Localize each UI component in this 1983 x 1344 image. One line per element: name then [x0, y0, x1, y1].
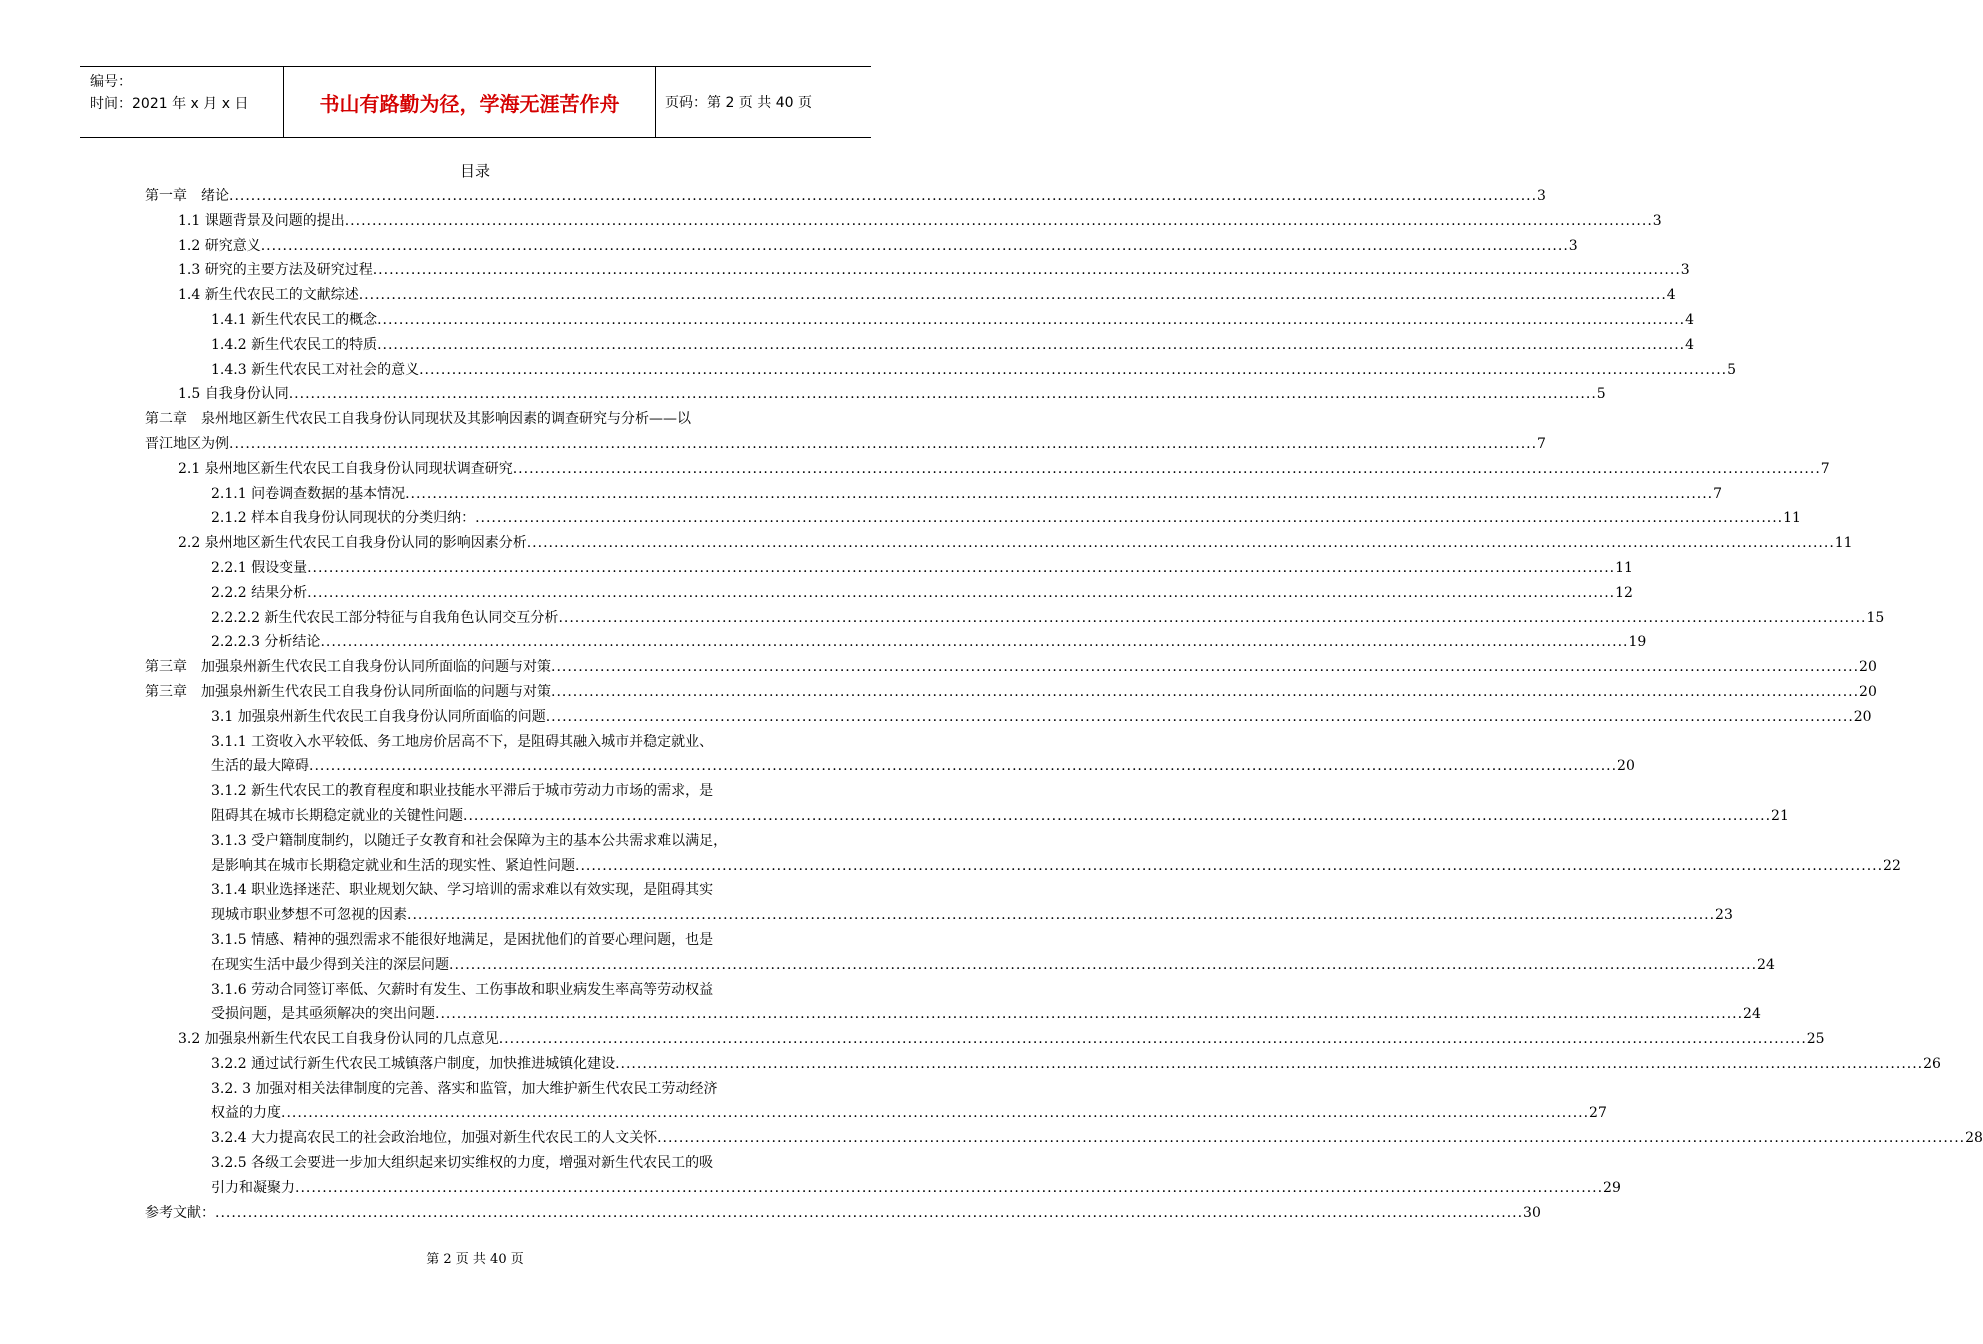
toc-entry-title: 3.2.2 通过试行新生代农民工城镇落户制度，加快推进城镇化建设: [211, 1055, 616, 1072]
toc-dot-leader: [435, 1002, 1743, 1027]
table-of-contents: [145, 184, 1983, 1225]
toc-entry-page-number: 25: [1806, 1031, 1825, 1048]
toc-entry[interactable]: [145, 655, 1877, 680]
toc-entry-title: 受损问题，是其亟须解决的突出问题: [211, 1006, 435, 1023]
toc-entry-page-number: 11: [1834, 535, 1853, 552]
document-number-label: 编号：: [90, 74, 132, 90]
toc-dot-leader: [449, 953, 1757, 978]
toc-entry-page-number: 7: [1537, 435, 1546, 452]
toc-entry-title: 1.1 课题背景及问题的提出: [178, 212, 345, 229]
toc-dot-leader: [229, 184, 1537, 209]
toc-entry-first-line: 3.1.2 新生代农民工的教育程度和职业技能水平滞后于城市劳动力市场的需求，是: [211, 783, 714, 800]
toc-entry-page-number: 20: [1859, 683, 1877, 700]
toc-entry-title: 第三章 加强泉州新生代农民工自我身份认同所面临的问题与对策: [145, 683, 551, 700]
toc-entry-title: 生活的最大障碍: [211, 758, 309, 775]
toc-entry-page-number: 7: [1820, 460, 1830, 477]
toc-entry[interactable]: [145, 1176, 1621, 1201]
toc-entry-page-number: 20: [1853, 708, 1872, 725]
toc-dot-leader: [463, 804, 1771, 829]
toc-entry-first-line: 3.1.1 工资收入水平较低、务工地房价居高不下，是阻碍其融入城市并稳定就业、: [211, 733, 714, 750]
toc-dot-leader: [499, 1027, 1807, 1052]
toc-entry-title: 第三章 加强泉州新生代农民工自我身份认同所面临的问题与对策: [145, 659, 551, 676]
toc-entry[interactable]: [145, 1101, 1607, 1126]
toc-entry-page-number: 24: [1743, 1006, 1761, 1023]
toc-dot-leader: [377, 308, 1685, 333]
toc-entry[interactable]: [145, 382, 1606, 407]
toc-entry-page-number: 4: [1666, 287, 1676, 304]
toc-dot-leader: [307, 556, 1615, 581]
toc-entry[interactable]: [145, 630, 1647, 655]
toc-entry[interactable]: [145, 754, 1635, 779]
toc-entry-page-number: 3: [1537, 188, 1546, 204]
toc-entry-page-number: 21: [1771, 807, 1789, 824]
header-meta: [80, 67, 283, 137]
toc-entry[interactable]: [145, 953, 1775, 978]
toc-entry[interactable]: [145, 506, 1801, 531]
toc-dot-leader: [558, 606, 1866, 631]
toc-entry-page-number: 20: [1859, 659, 1877, 676]
toc-entry[interactable]: [145, 333, 1695, 358]
toc-dot-leader: [359, 283, 1667, 308]
toc-entry-title: 2.1.2 样本自我身份认同现状的分类归纳：: [211, 510, 476, 527]
toc-dot-leader: [551, 680, 1859, 705]
toc-entry-title: 现城市职业梦想不可忽视的因素: [211, 907, 407, 924]
toc-entry-title: 3.2.4 大力提高农民工的社会政治地位，加强对新生代农民工的人文关怀: [211, 1130, 658, 1147]
toc-entry-title: 1.4.2 新生代农民工的特质: [211, 336, 378, 353]
toc-entry-page-number: 23: [1715, 907, 1733, 924]
toc-dot-leader: [345, 209, 1653, 234]
toc-entry-page-number: 11: [1783, 510, 1801, 527]
toc-entry[interactable]: [145, 1201, 1541, 1226]
toc-entry-title: 阻碍其在城市长期稳定就业的关键性问题: [211, 807, 463, 824]
toc-entry-title: 2.2.2.2 新生代农民工部分特征与自我角色认同交互分析: [211, 609, 559, 626]
toc-entry-first-line: 3.1.6 劳动合同签订率低、欠薪时有发生、工伤事故和职业病发生率高等劳动权益: [211, 981, 714, 998]
toc-dot-leader: [546, 705, 1854, 730]
toc-dot-leader: [527, 531, 1835, 556]
header-motto-cell: [283, 67, 656, 137]
toc-dot-leader: [551, 655, 1859, 680]
toc-entry-title: 1.3 研究的主要方法及研究过程: [178, 262, 373, 279]
toc-entry-page-number: 7: [1713, 485, 1723, 502]
toc-entry-title: 3.2 加强泉州新生代农民工自我身份认同的几点意见: [178, 1031, 499, 1048]
toc-dot-leader: [405, 482, 1713, 507]
toc-entry[interactable]: [145, 283, 1676, 308]
toc-entry-page-number: 3: [1568, 237, 1578, 254]
toc-dot-leader: [513, 457, 1821, 482]
toc-entry-title: 在现实生活中最少得到关注的深层问题: [211, 956, 449, 973]
toc-entry-title: 2.1.1 问卷调查数据的基本情况: [211, 485, 406, 502]
toc-entry[interactable]: [145, 184, 1546, 209]
toc-entry[interactable]: [145, 531, 1853, 556]
toc-dot-leader: [419, 358, 1727, 383]
toc-entry-page-number: 3: [1680, 262, 1690, 279]
toc-dot-leader: [407, 903, 1715, 928]
toc-entry-title: 第一章 绪论: [145, 188, 229, 204]
page-footer: 第 2 页 共 40 页: [426, 1252, 524, 1267]
toc-dot-leader: [295, 1176, 1603, 1201]
toc-entry-page-number: 27: [1589, 1105, 1607, 1122]
toc-entry-page-number: 24: [1757, 956, 1775, 973]
toc-entry-page-number: 28: [1965, 1130, 1983, 1147]
toc-dot-leader: [289, 382, 1597, 407]
toc-dot-leader: [307, 581, 1615, 606]
toc-entry-first-line: 3.2. 3 加强对相关法律制度的完善、落实和监管，加大维护新生代农民工劳动经济: [211, 1080, 718, 1097]
toc-entry-page-number: 12: [1615, 584, 1633, 601]
toc-entry-title: 2.2.2.3 分析结论: [211, 634, 321, 651]
toc-entry-title: 晋江地区为例: [145, 435, 229, 452]
toc-dot-leader: [575, 854, 1883, 879]
toc-entry-page-number: 19: [1628, 634, 1647, 651]
toc-entry-page-number: 29: [1603, 1179, 1621, 1196]
toc-entry-page-number: 20: [1617, 758, 1635, 775]
toc-entry-title: 2.2 泉州地区新生代农民工自我身份认同的影响因素分析: [178, 535, 527, 552]
toc-entry-page-number: 5: [1596, 386, 1606, 403]
toc-entry[interactable]: [145, 482, 1723, 507]
toc-entry[interactable]: [145, 804, 1789, 829]
toc-entry-first-line: 3.1.4 职业选择迷茫、职业规划欠缺、学习培训的需求难以有效实现，是阻碍其实: [211, 882, 714, 899]
toc-entry-title: 3.1 加强泉州新生代农民工自我身份认同所面临的问题: [211, 708, 546, 725]
toc-dot-leader: [373, 258, 1681, 283]
toc-entry-page-number: 3: [1652, 212, 1662, 229]
toc-entry-title: 权益的力度: [211, 1105, 281, 1122]
toc-entry-title: 1.4.1 新生代农民工的概念: [211, 311, 378, 328]
toc-entry-page-number: 15: [1866, 609, 1885, 626]
toc-entry[interactable]: [145, 1027, 1825, 1052]
toc-dot-leader: [215, 1201, 1523, 1226]
toc-entry[interactable]: [145, 606, 1885, 631]
toc-entry-title: 是影响其在城市长期稳定就业和生活的现实性、紧迫性问题: [211, 857, 575, 874]
toc-entry[interactable]: [145, 903, 1733, 928]
toc-entry-title: 1.4 新生代农民工的文献综述: [178, 287, 359, 304]
toc-entry[interactable]: [145, 457, 1830, 482]
toc-entry[interactable]: [145, 209, 1662, 234]
toc-entry-page-number: 11: [1615, 559, 1633, 576]
toc-entry-title: 2.2.2 结果分析: [211, 584, 308, 601]
toc-entry-first-line: 3.2.5 各级工会要进一步加大组织起来切实维权的力度，增强对新生代农民工的吸: [211, 1155, 714, 1172]
toc-entry-title: 2.1 泉州地区新生代农民工自我身份认同现状调查研究: [178, 460, 513, 477]
toc-entry-title: 参考文献：: [145, 1204, 215, 1221]
toc-entry[interactable]: [145, 1002, 1761, 1027]
toc-dot-leader: [261, 234, 1569, 259]
toc-entry-page-number: 4: [1685, 336, 1695, 353]
toc-entry[interactable]: [145, 705, 1872, 730]
header-motto: 书山有路勤为径，学海无涯苦作舟: [319, 91, 620, 116]
toc-entry[interactable]: [145, 1126, 1983, 1151]
toc-title: 目录: [459, 162, 490, 180]
toc-entry[interactable]: [145, 258, 1690, 283]
toc-entry-first-line: 3.1.5 情感、精神的强烈需求不能很好地满足，是困扰他们的首要心理问题，也是: [211, 931, 714, 948]
toc-entry-title: 2.2.1 假设变量: [211, 559, 308, 576]
toc-entry-page-number: 4: [1685, 311, 1695, 328]
toc-entry-title: 1.4.3 新生代农民工对社会的意义: [211, 361, 420, 378]
toc-entry[interactable]: [145, 854, 1901, 879]
toc-entry[interactable]: [145, 1052, 1941, 1077]
toc-entry[interactable]: [145, 234, 1578, 259]
toc-entry[interactable]: [145, 680, 1877, 705]
toc-dot-leader: [377, 333, 1685, 358]
toc-dot-leader: [229, 432, 1537, 457]
toc-entry-page-number: 26: [1923, 1055, 1941, 1072]
toc-entry-first-line: 3.1.3 受户籍制度制约，以随迁子女教育和社会保障为主的基本公共需求难以满足，: [211, 832, 728, 849]
toc-dot-leader: [615, 1052, 1923, 1077]
toc-entry-page-number: 22: [1883, 857, 1901, 874]
page-header: [80, 66, 871, 138]
toc-entry[interactable]: [145, 308, 1695, 333]
toc-dot-leader: [281, 1101, 1589, 1126]
header-page-number: 页码：第 2 页 共 40 页: [665, 95, 812, 111]
toc-entry-first-line: 第二章 泉州地区新生代农民工自我身份认同现状及其影响因素的调查研究与分析——以: [145, 411, 691, 428]
toc-entry-title: 1.2 研究意义: [178, 237, 261, 254]
toc-dot-leader: [657, 1126, 1965, 1151]
toc-entry[interactable]: [145, 556, 1633, 581]
document-date: 时间：2021 年 x 月 x 日: [90, 96, 249, 112]
toc-dot-leader: [475, 506, 1783, 531]
toc-entry[interactable]: [145, 581, 1633, 606]
toc-entry-title: 引力和凝聚力: [211, 1179, 295, 1196]
toc-entry-page-number: 30: [1523, 1204, 1541, 1221]
toc-entry-title: 1.5 自我身份认同: [178, 386, 289, 403]
toc-dot-leader: [309, 754, 1617, 779]
toc-dot-leader: [320, 630, 1628, 655]
header-page-cell: [656, 67, 871, 137]
toc-entry-page-number: 5: [1727, 361, 1737, 378]
toc-entry[interactable]: [145, 358, 1737, 383]
toc-entry[interactable]: [145, 432, 1546, 457]
